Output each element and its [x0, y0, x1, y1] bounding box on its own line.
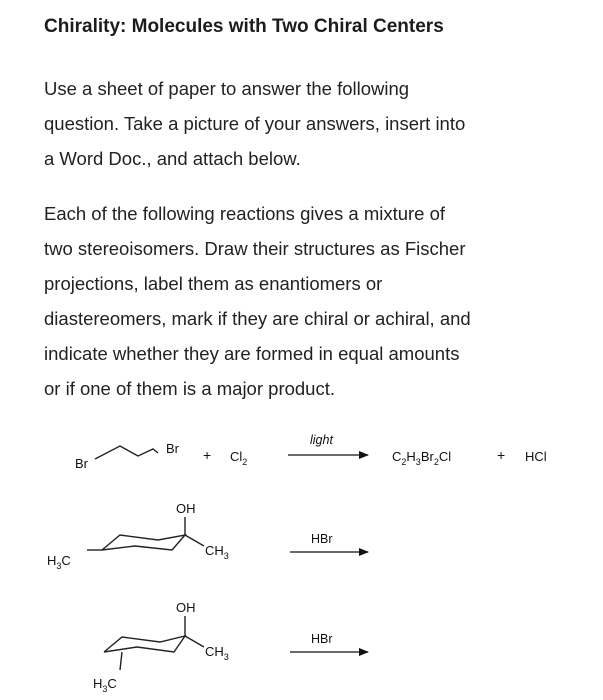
hcl-byproduct: HCl [525, 449, 547, 464]
cyclohexane-ring [104, 636, 185, 652]
reactant-br-left: Br [75, 456, 88, 471]
question-line: diastereomers, mark if they are chiral or achiral, and [44, 308, 471, 329]
question-paragraph [44, 196, 471, 406]
hydroxyl-label: OH [176, 600, 196, 615]
methyl-label: $CH_3$ [205, 543, 229, 561]
instructions-line: question. Take a picture of your answers, insert into [44, 113, 466, 134]
hydroxyl-label: OH [176, 501, 196, 516]
hbr-reagent: HBr [311, 632, 333, 646]
question-line: indicate whether they are formed in equal amounts [44, 343, 460, 364]
reactant-br-right: Br [166, 441, 179, 456]
methyl-bond [185, 636, 204, 647]
dibromobutane-skeleton [95, 446, 158, 459]
reaction-1 [75, 433, 547, 471]
h3c-label: $H_3C$ [47, 553, 71, 571]
hbr-reagent: HBr [311, 532, 333, 546]
page-title: Chirality: Molecules with Two Chiral Centers [44, 16, 444, 37]
instructions-line: a Word Doc., and attach below. [44, 148, 301, 169]
plus-sign: + [203, 447, 212, 463]
plus-sign: + [497, 447, 506, 463]
question-line: Each of the following reactions gives a mixture of [44, 203, 446, 224]
methyl-bond [185, 535, 204, 546]
reaction-2 [47, 501, 368, 571]
methyl-label: $CH_3$ [205, 644, 229, 662]
reaction-schemes-figure [0, 415, 603, 700]
cyclohexane-ring [102, 535, 185, 550]
h3c-label: $H_3C$ [93, 676, 117, 694]
question-line: two stereoisomers. Draw their structures as Fischer [44, 238, 466, 259]
product-formula: $C_2H_3Br_2Cl$ [392, 449, 452, 467]
instructions-line: Use a sheet of paper to answer the following [44, 78, 410, 99]
question-line: or if one of them is a major product. [44, 378, 335, 399]
condition-light: light [310, 433, 333, 447]
h3c-bond [120, 652, 122, 670]
reaction-3 [93, 600, 368, 694]
question-line: projections, label them as enantiomers or [44, 273, 383, 294]
chlorine-reagent: $Cl_2$ [230, 449, 248, 467]
instructions-paragraph [44, 71, 465, 176]
